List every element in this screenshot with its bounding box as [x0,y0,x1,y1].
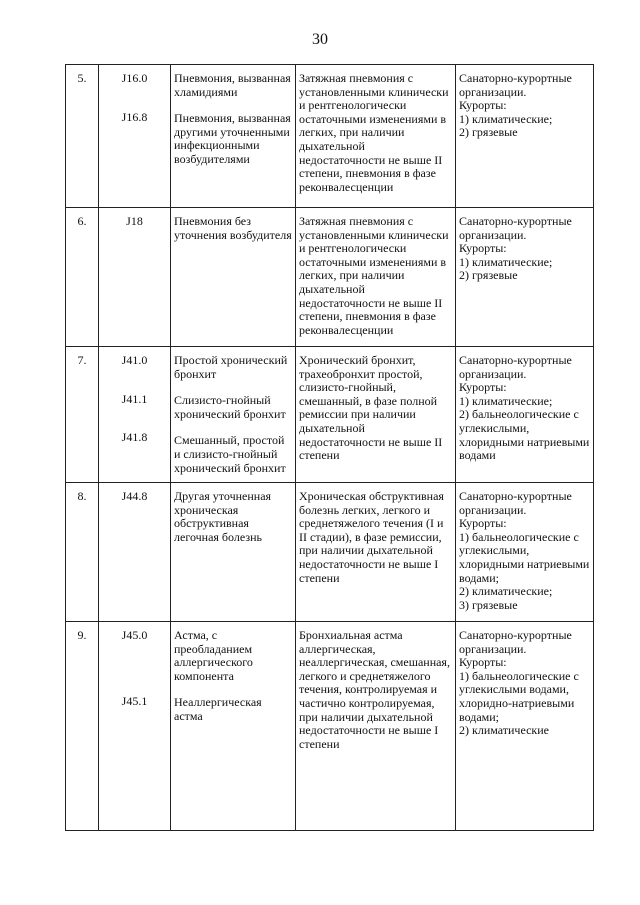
icd-code: J41.0 [121,353,148,367]
resort-line: Курорты: [459,98,507,113]
resort-line: 1) бальнеологические с углекислыми водами, хлоридно-натриевыми водами; [459,668,579,724]
icd-codes-cell [99,347,171,483]
resorts-cell [456,347,594,483]
resort-line: Курорты: [459,516,507,531]
row-number: 6. [66,208,99,347]
icd-code: J44.8 [121,489,148,503]
resort-line: 3) грязевые [459,597,518,612]
diagnosis-cell [171,208,296,347]
resort-indications-table [65,64,594,831]
resorts-cell [456,483,594,622]
resort-line: Санаторно-курортные организации. [459,628,572,656]
table-row [66,622,594,831]
resort-line: Курорты: [459,380,507,395]
diagnosis-name: Пневмония, вызванная хламидиями [174,71,291,99]
resort-line: 2) климатические [459,723,549,738]
resort-line: Санаторно-курортные организации. [459,214,572,242]
icd-code: J16.8 [121,109,148,124]
resorts-cell [456,208,594,347]
resort-line: Курорты: [459,655,507,670]
resort-line: 1) климатические; [459,111,553,126]
diagnosis-name: Смешанный, простой и слизисто-гнойный хронический бронхит [174,433,286,475]
icd-code: J45.0 [121,628,148,642]
diagnosis-name: Пневмония, вызванная другими уточненными инфекционными возбудителями [174,111,291,166]
resort-line: Санаторно-курортные организации. [459,489,572,517]
page-number: 30 [312,31,328,48]
icd-code: J41.1 [121,391,148,406]
diagnosis-cell [171,65,296,208]
resort-line: 1) бальнеологические с углекислыми, хлоридными натриевыми водами; [459,529,590,585]
icd-code: J16.0 [121,71,148,85]
table-row [66,483,594,622]
resort-line: 1) климатические; [459,393,553,408]
resort-line: 1) климатические; [459,254,553,269]
icd-codes-cell [99,622,171,831]
condition-cell: Бронхиальная астма аллергическая, неаллергическая, смешанная, легкого и среднетяжелого течения, контролируемая и частично контролируемая, при наличии дыхательной недостаточности не выше I степени [296,622,456,831]
resort-line: 2) бальнеологические с углекислыми, хлоридными натриевыми водами [459,407,590,463]
resort-line: Санаторно-курортные организации. [459,71,572,99]
icd-codes-cell [99,65,171,208]
resorts-cell [456,622,594,831]
diagnosis-name: Неаллергическая астма [174,695,262,723]
row-number: 8. [66,483,99,622]
resort-line: 2) грязевые [459,268,518,283]
icd-codes-cell [99,208,171,347]
diagnosis-name: Пневмония без уточнения возбудителя [174,214,292,242]
condition-cell: Затяжная пневмония с установленными клинически и рентгенологически остаточными изменениями в легких, при наличии дыхательной недостаточности не выше II степени, пневмония в фазе реконвалесценции [296,208,456,347]
icd-codes-cell [99,483,171,622]
resorts-cell [456,65,594,208]
row-number: 7. [66,347,99,483]
icd-code: J18 [126,214,143,228]
resort-line: Курорты: [459,241,507,256]
resort-line: 2) климатические; [459,584,553,599]
table-row [66,208,594,347]
diagnosis-cell [171,622,296,831]
diagnosis-name: Простой хронический бронхит [174,353,288,381]
table-row [66,347,594,483]
condition-cell: Хронический бронхит, трахеобронхит простой, слизисто-гнойный, смешанный, в фазе полной ремиссии при наличии дыхательной недостаточности не выше II степени [296,347,456,483]
diagnosis-name: Астма, с преобладанием аллергического компонента [174,628,253,683]
condition-cell: Хроническая обструктивная болезнь легких, легкого и среднетяжелого течения (I и II стадии), в фазе ремиссии, при наличии дыхательной недостаточности не выше I степени [296,483,456,622]
resort-line: 2) грязевые [459,125,518,140]
icd-code: J41.8 [121,430,148,445]
row-number: 9. [66,622,99,831]
diagnosis-cell [171,347,296,483]
diagnosis-name: Другая уточненная хроническая обструктивная легочная болезнь [174,489,272,544]
diagnosis-cell [171,483,296,622]
icd-code: J45.1 [121,693,148,708]
condition-cell: Затяжная пневмония с установленными клинически и рентгенологически остаточными изменениями в легких, при наличии дыхательной недостаточности не выше II степени, пневмония в фазе реконвалесценции [296,65,456,208]
diagnosis-name: Слизисто-гнойный хронический бронхит [174,393,286,421]
resort-line: Санаторно-курортные организации. [459,353,572,381]
table-row [66,65,594,208]
row-number: 5. [66,65,99,208]
